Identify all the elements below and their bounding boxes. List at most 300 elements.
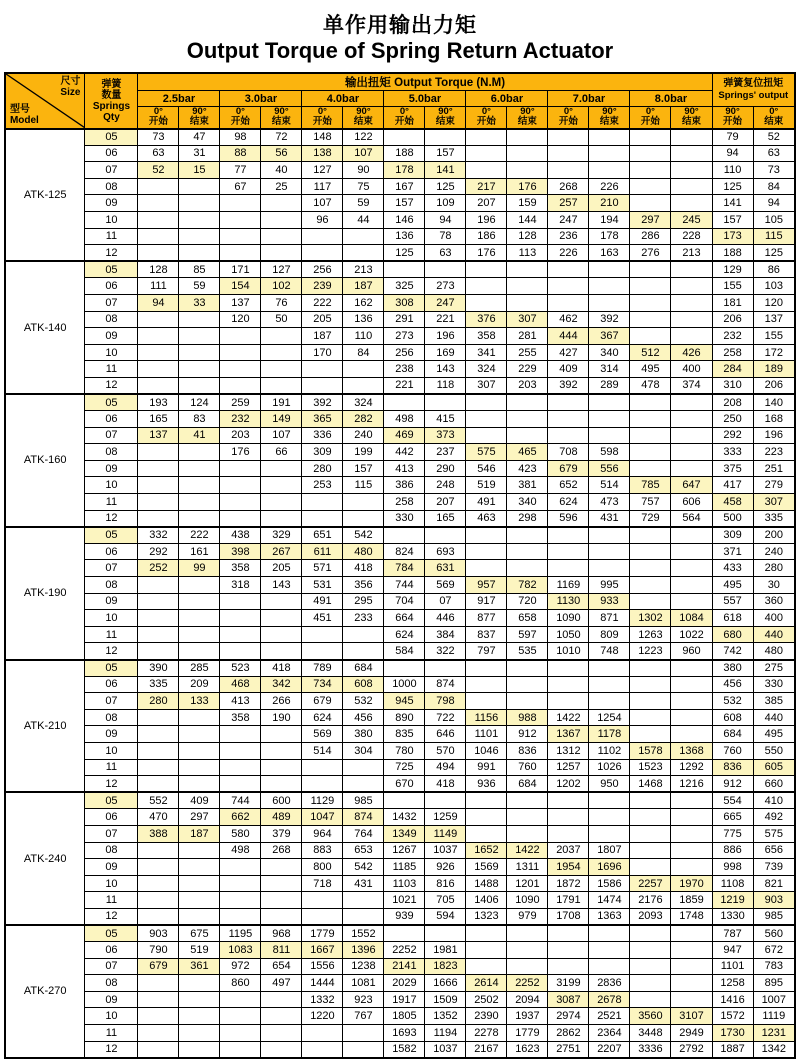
springs-qty-cell: 09 — [85, 593, 138, 610]
torque-cell: 824 — [384, 543, 425, 560]
torque-cell: 1102 — [589, 742, 630, 759]
torque-cell: 380 — [343, 726, 384, 743]
torque-cell: 1129 — [302, 792, 343, 809]
torque-cell: 280 — [138, 693, 179, 710]
torque-cell — [507, 278, 548, 295]
torque-cell — [302, 510, 343, 527]
torque-cell: 318 — [220, 577, 261, 594]
torque-cell: 255 — [507, 344, 548, 361]
torque-cell: 646 — [425, 726, 466, 743]
torque-cell — [220, 908, 261, 925]
torque-cell: 546 — [466, 460, 507, 477]
output-cell: 52 — [753, 129, 795, 146]
torque-cell — [261, 477, 302, 494]
torque-cell — [466, 527, 507, 544]
torque-cell: 171 — [220, 261, 261, 278]
col-header-end — [261, 107, 302, 129]
degree-label: 开始 — [230, 116, 250, 128]
springs-qty-cell: 11 — [85, 1025, 138, 1042]
output-cell: 886 — [712, 842, 753, 859]
output-cell: 206 — [712, 311, 753, 328]
output-cell: 680 — [712, 626, 753, 643]
torque-cell: 883 — [302, 842, 343, 859]
torque-cell: 75 — [343, 178, 384, 195]
size-label: 尺寸 Size — [60, 76, 81, 98]
torque-cell — [138, 593, 179, 610]
torque-cell — [671, 676, 712, 693]
torque-cell — [138, 377, 179, 394]
degree-value: 0° — [645, 106, 655, 118]
torque-cell: 985 — [343, 792, 384, 809]
degree-label: 开始 — [558, 116, 578, 128]
torque-cell: 782 — [507, 577, 548, 594]
torque-cell: 1696 — [589, 859, 630, 876]
output-cell: 30 — [753, 577, 795, 594]
table-row — [5, 427, 795, 444]
torque-cell: 190 — [261, 709, 302, 726]
torque-cell: 290 — [425, 460, 466, 477]
torque-cell — [179, 709, 220, 726]
output-cell: 251 — [753, 460, 795, 477]
torque-cell: 1363 — [589, 908, 630, 925]
bar-header-3-0bar: 3.0bar — [220, 91, 302, 107]
torque-cell: 1050 — [548, 626, 589, 643]
torque-cell: 1103 — [384, 875, 425, 892]
torque-cell: 598 — [589, 444, 630, 461]
torque-cell — [671, 162, 712, 179]
torque-cell — [261, 195, 302, 212]
torque-cell: 120 — [220, 311, 261, 328]
torque-cell: 1582 — [384, 1041, 425, 1058]
torque-cell — [220, 1041, 261, 1058]
torque-cell: 267 — [261, 543, 302, 560]
torque-cell — [589, 693, 630, 710]
torque-cell: 40 — [261, 162, 302, 179]
table-row — [5, 1008, 795, 1025]
torque-cell: 400 — [671, 361, 712, 378]
torque-cell: 117 — [302, 178, 343, 195]
torque-cell — [138, 610, 179, 627]
table-row — [5, 394, 795, 411]
torque-cell: 877 — [466, 610, 507, 627]
torque-cell — [630, 278, 671, 295]
torque-cell: 705 — [425, 892, 466, 909]
torque-cell: 31 — [179, 145, 220, 162]
torque-cell: 912 — [507, 726, 548, 743]
output-torque-header: 输出扭矩 Output Torque (N.M) — [138, 73, 712, 91]
torque-cell — [384, 792, 425, 809]
output-cell: 103 — [753, 278, 795, 295]
torque-cell: 725 — [384, 759, 425, 776]
torque-cell — [343, 908, 384, 925]
torque-cell — [630, 444, 671, 461]
torque-cell — [425, 527, 466, 544]
table-row — [5, 261, 795, 278]
torque-cell: 1970 — [671, 875, 712, 892]
model-label: ATK-160 — [5, 394, 85, 527]
torque-cell: 939 — [384, 908, 425, 925]
torque-cell: 221 — [425, 311, 466, 328]
torque-cell — [220, 460, 261, 477]
model-label: ATK-125 — [5, 129, 85, 262]
bar-header-7-0bar: 7.0bar — [548, 91, 630, 107]
torque-cell: 390 — [138, 660, 179, 677]
torque-cell: 165 — [425, 510, 466, 527]
output-cell: 1887 — [712, 1041, 753, 1058]
torque-cell: 2252 — [384, 942, 425, 959]
torque-cell: 837 — [466, 626, 507, 643]
torque-cell — [630, 925, 671, 942]
table-header-row-1 — [5, 73, 795, 91]
torque-cell — [261, 908, 302, 925]
output-cell: 1231 — [753, 1025, 795, 1042]
torque-cell: 495 — [630, 361, 671, 378]
torque-cell: 1000 — [384, 676, 425, 693]
torque-cell: 1216 — [671, 776, 712, 793]
torque-cell: 25 — [261, 178, 302, 195]
torque-cell — [138, 975, 179, 992]
output-cell: 998 — [712, 859, 753, 876]
title-chinese: 单作用输出力矩 — [323, 14, 477, 37]
table-row — [5, 195, 795, 212]
torque-cell: 94 — [425, 211, 466, 228]
torque-cell: 903 — [138, 925, 179, 942]
output-cell: 440 — [753, 709, 795, 726]
output-cell: 120 — [753, 294, 795, 311]
torque-cell — [630, 693, 671, 710]
torque-cell — [220, 892, 261, 909]
torque-cell: 431 — [589, 510, 630, 527]
output-cell: 155 — [753, 328, 795, 345]
torque-cell: 1569 — [466, 859, 507, 876]
torque-cell: 157 — [425, 145, 466, 162]
torque-cell: 1156 — [466, 709, 507, 726]
torque-cell: 191 — [261, 394, 302, 411]
torque-cell: 322 — [425, 643, 466, 660]
torque-cell — [507, 693, 548, 710]
torque-cell: 784 — [384, 560, 425, 577]
torque-cell: 187 — [302, 328, 343, 345]
torque-cell — [138, 1041, 179, 1058]
torque-cell: 514 — [302, 742, 343, 759]
torque-cell: 760 — [507, 759, 548, 776]
springs-qty-cell: 05 — [85, 660, 138, 677]
torque-cell — [671, 444, 712, 461]
degree-label: 开始 — [723, 116, 743, 128]
torque-cell: 76 — [261, 294, 302, 311]
torque-cell: 138 — [302, 145, 343, 162]
torque-cell: 418 — [261, 660, 302, 677]
torque-cell — [179, 195, 220, 212]
output-cell: 333 — [712, 444, 753, 461]
output-cell: 79 — [712, 129, 753, 146]
torque-cell — [179, 908, 220, 925]
torque-cell: 358 — [220, 709, 261, 726]
torque-cell — [671, 709, 712, 726]
torque-cell: 600 — [261, 792, 302, 809]
torque-cell: 608 — [343, 676, 384, 693]
torque-cell: 194 — [589, 211, 630, 228]
degree-value: 90° — [684, 106, 699, 118]
table-row — [5, 145, 795, 162]
torque-cell: 764 — [343, 825, 384, 842]
torque-cell: 141 — [425, 162, 466, 179]
torque-cell — [671, 195, 712, 212]
output-cell: 141 — [712, 195, 753, 212]
torque-cell: 423 — [507, 460, 548, 477]
torque-cell — [466, 660, 507, 677]
torque-cell: 2836 — [589, 975, 630, 992]
torque-cell — [343, 1041, 384, 1058]
torque-cell — [589, 560, 630, 577]
torque-cell — [261, 626, 302, 643]
torque-cell — [261, 610, 302, 627]
torque-cell: 136 — [384, 228, 425, 245]
torque-cell: 2207 — [589, 1041, 630, 1058]
torque-cell — [589, 958, 630, 975]
output-cell: 417 — [712, 477, 753, 494]
output-cell: 371 — [712, 543, 753, 560]
torque-cell — [548, 411, 589, 428]
torque-cell: 376 — [466, 311, 507, 328]
torque-cell — [302, 643, 343, 660]
torque-cell — [220, 477, 261, 494]
torque-cell — [589, 527, 630, 544]
torque-cell: 205 — [261, 560, 302, 577]
torque-cell: 88 — [220, 145, 261, 162]
torque-cell: 247 — [548, 211, 589, 228]
degree-value: 90° — [356, 106, 371, 118]
torque-cell: 336 — [302, 427, 343, 444]
torque-cell: 107 — [302, 195, 343, 212]
torque-cell: 169 — [425, 344, 466, 361]
degree-label: 开始 — [394, 116, 414, 128]
springs-qty-cell: 06 — [85, 411, 138, 428]
torque-cell: 498 — [220, 842, 261, 859]
torque-cell — [671, 825, 712, 842]
springs-qty-cell: 05 — [85, 792, 138, 809]
torque-cell: 85 — [179, 261, 220, 278]
torque-cell — [589, 411, 630, 428]
torque-cell: 2614 — [466, 975, 507, 992]
torque-cell — [671, 527, 712, 544]
torque-cell — [220, 245, 261, 262]
output-cell: 168 — [753, 411, 795, 428]
torque-cell: 176 — [507, 178, 548, 195]
torque-cell: 431 — [343, 875, 384, 892]
torque-cell — [548, 560, 589, 577]
output-cell: 380 — [712, 660, 753, 677]
torque-cell — [466, 958, 507, 975]
torque-cell — [179, 377, 220, 394]
torque-cell: 446 — [425, 610, 466, 627]
torque-cell — [138, 477, 179, 494]
springs-qty-cell: 09 — [85, 460, 138, 477]
output-cell: 433 — [712, 560, 753, 577]
torque-cell: 1185 — [384, 859, 425, 876]
torque-cell: 154 — [220, 278, 261, 295]
output-cell: 125 — [712, 178, 753, 195]
torque-cell — [179, 759, 220, 776]
torque-cell: 624 — [548, 494, 589, 511]
torque-cell: 744 — [220, 792, 261, 809]
torque-cell: 631 — [425, 560, 466, 577]
torque-cell: 720 — [507, 593, 548, 610]
torque-cell: 137 — [138, 427, 179, 444]
output-cell: 400 — [753, 610, 795, 627]
output-cell: 836 — [712, 759, 753, 776]
torque-cell: 205 — [302, 311, 343, 328]
torque-cell — [138, 759, 179, 776]
torque-cell: 90 — [343, 162, 384, 179]
table-row — [5, 328, 795, 345]
table-row — [5, 991, 795, 1008]
torque-cell — [589, 676, 630, 693]
torque-cell: 1509 — [425, 991, 466, 1008]
torque-cell: 809 — [589, 626, 630, 643]
torque-cell — [589, 394, 630, 411]
output-cell: 232 — [712, 328, 753, 345]
torque-cell: 229 — [507, 361, 548, 378]
torque-cell: 409 — [548, 361, 589, 378]
col-header-start — [220, 107, 261, 129]
springs-qty-cell: 06 — [85, 809, 138, 826]
torque-cell: 926 — [425, 859, 466, 876]
torque-cell — [343, 759, 384, 776]
torque-cell — [466, 676, 507, 693]
torque-cell — [343, 626, 384, 643]
degree-value: 0° — [481, 106, 491, 118]
torque-cell: 356 — [343, 577, 384, 594]
torque-cell — [630, 294, 671, 311]
springs-qty-cell: 08 — [85, 311, 138, 328]
torque-cell: 571 — [302, 560, 343, 577]
torque-cell: 413 — [384, 460, 425, 477]
torque-cell: 917 — [466, 593, 507, 610]
torque-cell — [179, 228, 220, 245]
torque-cell: 213 — [671, 245, 712, 262]
torque-cell: 59 — [343, 195, 384, 212]
torque-cell — [630, 593, 671, 610]
degree-label: 结束 — [353, 116, 373, 128]
torque-cell: 187 — [343, 278, 384, 295]
bar-header-4-0bar: 4.0bar — [302, 91, 384, 107]
torque-cell — [261, 328, 302, 345]
torque-cell — [138, 195, 179, 212]
torque-cell — [220, 361, 261, 378]
torque-cell — [220, 1008, 261, 1025]
output-cell: 140 — [753, 394, 795, 411]
output-cell: 656 — [753, 842, 795, 859]
torque-cell: 165 — [138, 411, 179, 428]
torque-cell: 1021 — [384, 892, 425, 909]
torque-cell — [261, 361, 302, 378]
torque-cell: 1201 — [507, 875, 548, 892]
torque-cell — [179, 842, 220, 859]
torque-cell: 798 — [425, 693, 466, 710]
table-row — [5, 311, 795, 328]
torque-cell: 1010 — [548, 643, 589, 660]
torque-cell — [507, 958, 548, 975]
torque-cell — [630, 543, 671, 560]
output-cell: 760 — [712, 742, 753, 759]
torque-cell — [466, 693, 507, 710]
torque-cell: 1468 — [630, 776, 671, 793]
torque-cell: 341 — [466, 344, 507, 361]
torque-cell — [261, 859, 302, 876]
torque-cell: 207 — [425, 494, 466, 511]
torque-cell — [466, 543, 507, 560]
torque-cell: 127 — [261, 261, 302, 278]
torque-cell: 480 — [343, 543, 384, 560]
torque-cell: 1422 — [507, 842, 548, 859]
springs-qty-cell: 12 — [85, 908, 138, 925]
torque-cell: 979 — [507, 908, 548, 925]
torque-cell: 143 — [261, 577, 302, 594]
torque-cell — [671, 328, 712, 345]
output-cell: 912 — [712, 776, 753, 793]
torque-cell — [179, 328, 220, 345]
torque-cell — [548, 676, 589, 693]
output-cell: 125 — [753, 245, 795, 262]
table-row — [5, 294, 795, 311]
torque-cell — [466, 129, 507, 146]
output-cell: 410 — [753, 792, 795, 809]
torque-cell — [630, 809, 671, 826]
torque-cell: 1302 — [630, 610, 671, 627]
torque-cell: 2176 — [630, 892, 671, 909]
col-header-start — [630, 107, 671, 129]
torque-cell: 248 — [425, 477, 466, 494]
torque-cell: 329 — [261, 527, 302, 544]
torque-cell: 286 — [630, 228, 671, 245]
torque-cell: 115 — [343, 477, 384, 494]
output-cell: 275 — [753, 660, 795, 677]
torque-cell: 514 — [589, 477, 630, 494]
torque-cell — [261, 510, 302, 527]
torque-cell — [630, 162, 671, 179]
output-cell: 258 — [712, 344, 753, 361]
torque-cell — [589, 129, 630, 146]
degree-label: 开始 — [640, 116, 660, 128]
torque-cell: 109 — [425, 195, 466, 212]
torque-cell: 240 — [343, 427, 384, 444]
torque-cell: 1223 — [630, 643, 671, 660]
torque-cell: 66 — [261, 444, 302, 461]
torque-cell — [261, 377, 302, 394]
torque-cell: 2502 — [466, 991, 507, 1008]
torque-cell — [261, 1041, 302, 1058]
torque-cell — [261, 875, 302, 892]
torque-cell — [220, 610, 261, 627]
output-cell: 307 — [753, 494, 795, 511]
torque-cell: 3448 — [630, 1025, 671, 1042]
col-header-end — [425, 107, 466, 129]
torque-cell — [261, 460, 302, 477]
torque-cell — [220, 626, 261, 643]
torque-cell: 957 — [466, 577, 507, 594]
torque-cell — [507, 294, 548, 311]
degree-label: 结束 — [764, 116, 784, 128]
torque-cell: 133 — [179, 693, 220, 710]
torque-cell — [671, 394, 712, 411]
torque-cell: 3107 — [671, 1008, 712, 1025]
torque-cell: 199 — [343, 444, 384, 461]
torque-cell: 722 — [425, 709, 466, 726]
torque-cell — [630, 660, 671, 677]
torque-cell — [179, 344, 220, 361]
torque-cell — [671, 809, 712, 826]
